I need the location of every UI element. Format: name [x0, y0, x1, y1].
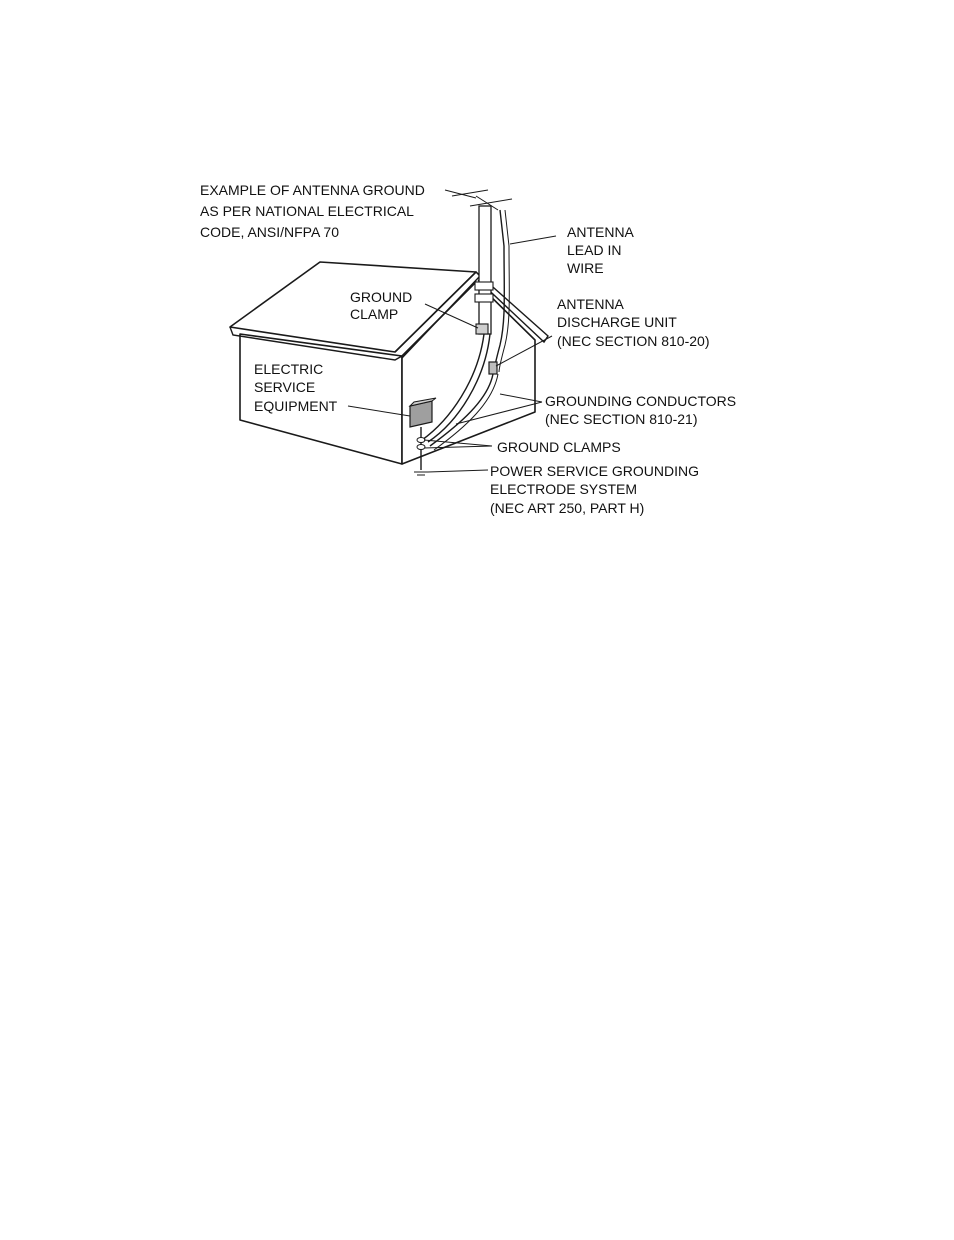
- discharge-line-1: ANTENNA: [557, 296, 624, 312]
- ground-clamp-line-2: CLAMP: [350, 306, 399, 322]
- electric-service-line-1: ELECTRIC: [254, 361, 324, 377]
- title-line-1: EXAMPLE OF ANTENNA GROUND: [200, 182, 425, 198]
- label-power-service-grounding: [490, 463, 703, 516]
- electric-service-line-2: SERVICE: [254, 379, 316, 395]
- discharge-line-2: DISCHARGE UNIT: [557, 314, 677, 330]
- discharge-line-3: (NEC SECTION 810-20): [557, 333, 710, 349]
- title-line-2: AS PER NATIONAL ELECTRICAL: [200, 203, 414, 219]
- ground-clamp-line-1: GROUND: [350, 289, 413, 305]
- electric-service-line-3: EQUIPMENT: [254, 398, 338, 414]
- lead-in-line-3: WIRE: [567, 260, 604, 276]
- mast-pipe: [479, 206, 491, 334]
- lead-in-line-1: ANTENNA: [567, 224, 634, 240]
- grounding-conductors-line-2: (NEC SECTION 810-21): [545, 411, 698, 427]
- label-grounding-conductors: [545, 393, 740, 427]
- ground-clamp-1: [417, 438, 425, 443]
- ground-clamp-2: [417, 445, 425, 450]
- antenna-element-2: [470, 199, 512, 206]
- mast-bracket-upper: [475, 282, 493, 290]
- diagram-title: [200, 182, 429, 240]
- ground-clamps-line-1: GROUND CLAMPS: [497, 439, 621, 455]
- leader-power-service: [428, 470, 488, 472]
- label-antenna-discharge-unit: [557, 296, 709, 349]
- power-service-line-3: (NEC ART 250, PART H): [490, 500, 645, 516]
- grounding-conductors-line-1: GROUNDING CONDUCTORS: [545, 393, 737, 409]
- ground-clamp-on-mast: [476, 324, 488, 334]
- leader-lead-in: [510, 236, 556, 244]
- lead-in-line-2: LEAD IN: [567, 242, 622, 258]
- power-service-line-1: POWER SERVICE GROUNDING: [490, 463, 699, 479]
- label-ground-clamps: [497, 439, 621, 455]
- power-service-line-2: ELECTRODE SYSTEM: [490, 481, 638, 497]
- leader-title: [445, 190, 476, 198]
- discharge-unit: [489, 362, 497, 374]
- mast-bracket-lower: [475, 294, 493, 302]
- label-antenna-lead-in-wire: [567, 224, 637, 276]
- title-line-3: CODE, ANSI/NFPA 70: [200, 224, 340, 240]
